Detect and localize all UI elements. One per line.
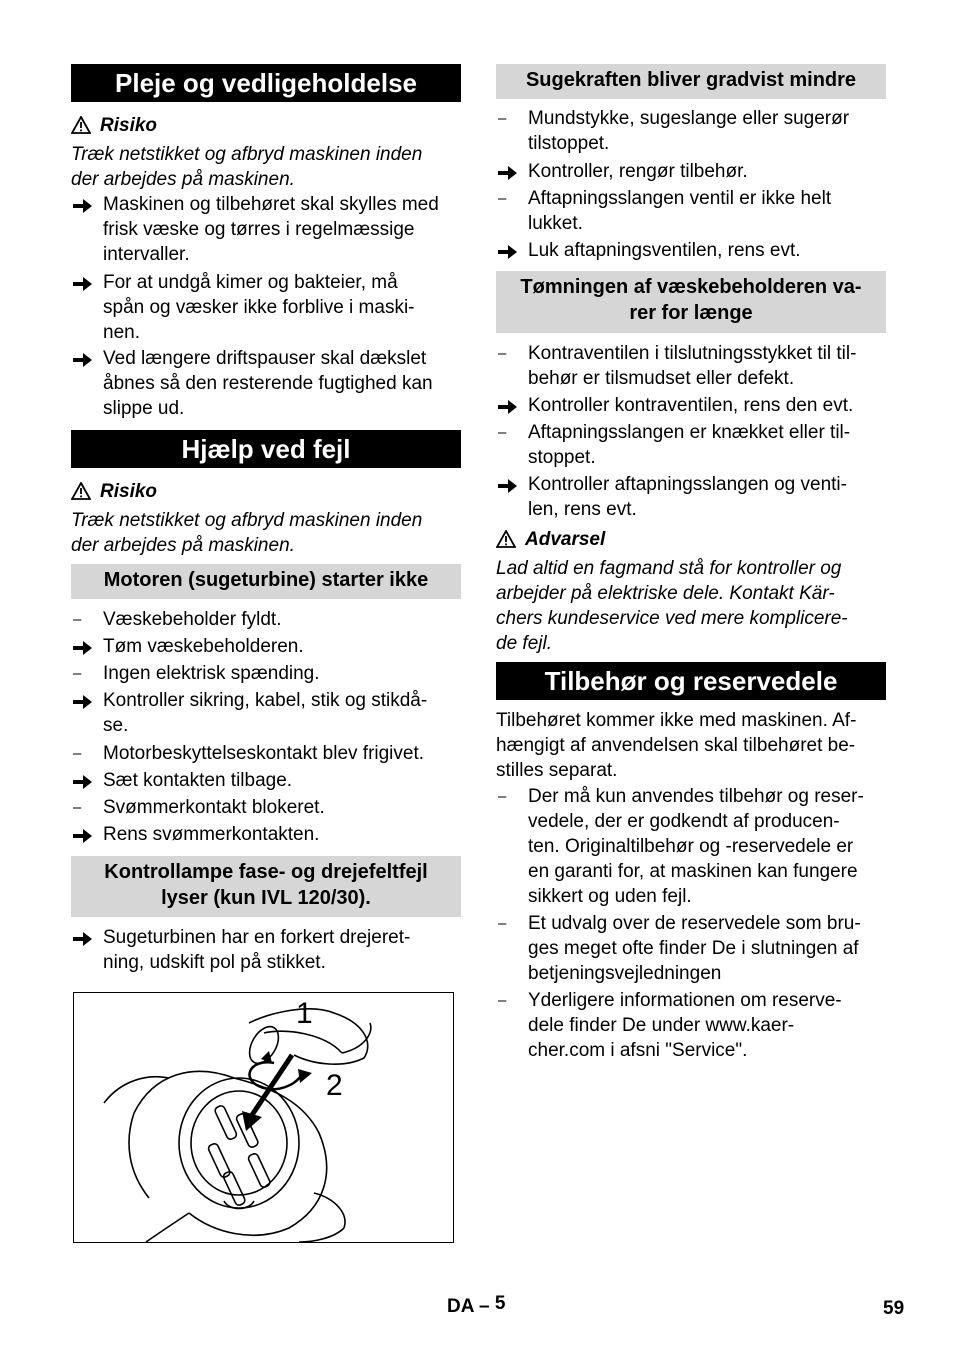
text-line: cher.com i afsni "Service". [528,1040,748,1061]
text-line: vedele, der er godkendt af producen- [528,811,840,832]
text-line: dele finder De under www.kaer- [528,1015,795,1036]
text-line: sikkert og uden fejl. [528,886,692,907]
heading-help: Hjælp ved fejl [71,430,461,468]
text-line: åbnes så den resterende fugtighed kan [103,373,433,394]
text-line: Træk netstikket og afbryd maskinen inden [71,144,423,165]
arrow-right-icon [498,397,518,422]
text-line: Motorbeskyttelseskontakt blev frigivet. [103,743,425,764]
text-line: ning, udskift pol på stikket. [103,952,326,973]
list-item [496,106,886,156]
heading-motor: Motoren (sugeturbine) starter ikke [71,564,461,599]
footer-section-label [447,1293,506,1318]
text-line: Kontroller kontraventilen, rens den evt. [528,395,854,416]
list-item [71,192,461,267]
text-line: en garanti for, at maskinen kan fungere [528,861,858,882]
list-item [71,634,461,659]
warning-triangle-icon [71,116,91,141]
risk-label: Risiko [100,481,158,502]
footer-language: DA [447,1296,474,1317]
text-line: Rens svømmerkontakten. [103,824,320,845]
list-item [71,607,461,632]
text-line: Aftapningsslangen ventil er ikke helt [528,188,832,209]
arrow-right-icon [498,163,518,188]
text-line: se. [103,715,129,736]
text-line: Kontraventilen i tilslutningsstykket til til- [528,343,857,364]
list-item [496,186,886,236]
arrow-right-icon [73,929,93,954]
page-number: 59 [883,1298,905,1319]
dash-bullet: – [498,190,507,207]
text-line: chers kundeservice ved mere komplicere- [496,608,848,629]
list-item [71,270,461,345]
text-line: hængigt af anvendelsen skal tilbehøret be- [496,735,856,756]
heading-lamp [71,856,461,917]
list-item [496,341,886,391]
text-line: Luk aftapningsventilen, rens evt. [528,240,801,261]
risk-notice [71,113,461,141]
text-line: Tilbehøret kommer ikke med maskinen. Af- [496,710,857,731]
arrow-right-icon [73,350,93,375]
risk-notice [71,479,461,507]
text-line: Kontroller sikring, kabel, stik og stikdå- [103,690,428,711]
text-line: Et udvalg over de reservedele som bru- [528,913,861,934]
list-item [71,768,461,793]
heading-line: Kontrollampe fase- og drejefeltfejl [104,861,428,883]
text-line: Kontroller aftapningsslangen og venti- [528,474,847,495]
text-line: Der må kun anvendes tilbehør og reser- [528,786,864,807]
text-line: der arbejdes på maskinen. [71,535,295,556]
text-line: nen. [103,322,140,343]
warning-label: Advarsel [525,529,606,550]
list-item [496,988,886,1063]
list-item [71,661,461,686]
text-line: slippe ud. [103,398,185,419]
text-line: Ved længere driftspauser skal dækslet [103,348,427,369]
heading-line: rer for længe [629,302,753,324]
list-item [71,688,461,738]
text-line: spån og væsker ikke forblive i maski- [103,297,415,318]
text-line: behør er tilsmudset eller defekt. [528,368,795,389]
text-line: frisk væske og tørres i regelmæssige [103,219,415,240]
plug-pole-illustration [73,992,454,1243]
text-line: ten. Originaltilbehør og -reservedele er [528,836,854,857]
text-line: arbejder på elektriske dele. Kontakt Kär- [496,583,835,604]
text-line: Lad altid en fagmand stå for kontroller og [496,558,842,579]
list-item [71,795,461,820]
warning-triangle-icon [496,530,516,555]
text-line: intervaller. [103,244,190,265]
text-line: ges meget ofte finder De i slutningen af [528,938,859,959]
dash-bullet: – [498,110,507,127]
figure-label-2: 2 [326,1069,343,1102]
text-line: stoppet. [528,447,596,468]
dash-bullet: – [498,788,507,805]
text-line: Sæt kontakten tilbage. [103,770,293,791]
text-line: Træk netstikket og afbryd maskinen inden [71,510,423,531]
text-line: len, rens evt. [528,499,637,520]
text-line: lukket. [528,213,583,234]
risk-label: Risiko [100,115,158,136]
heading-care: Pleje og vedligeholdelse [71,64,461,102]
list-item [496,784,886,909]
footer-section-number: 5 [494,1293,506,1314]
dash-bullet: – [498,992,507,1009]
text-line: Yderligere informationen om reserve- [528,990,842,1011]
text-line: For at undgå kimer og bakteier, må [103,272,398,293]
accessories-intro [496,708,886,783]
text-line: der arbejdes på maskinen. [71,169,295,190]
heading-emptying [496,271,886,333]
arrow-right-icon [73,274,93,299]
list-item [496,159,886,184]
text-line: Svømmerkontakt blokeret. [103,797,325,818]
arrow-right-icon [73,196,93,221]
text-line: Væskebeholder fyldt. [103,609,282,630]
risk-text [71,508,461,558]
arrow-right-icon [498,242,518,267]
arrow-right-icon [498,476,518,501]
warning-triangle-icon [71,482,91,507]
list-item [496,911,886,986]
text-line: Sugeturbinen har en forkert drejeret- [103,927,411,948]
dash-bullet: – [73,665,82,682]
arrow-right-icon [73,826,93,851]
list-item [496,420,886,470]
text-line: Aftapningsslangen er knækket eller til- [528,422,851,443]
warning-text [496,556,886,656]
list-item [71,741,461,766]
plug-drawing [74,993,453,1242]
text-line: Ingen elektrisk spænding. [103,663,320,684]
heading-suction: Sugekraften bliver gradvist mindre [496,64,886,99]
dash-bullet: – [498,915,507,932]
list-item [496,238,886,263]
text-line: stilles separat. [496,760,618,781]
arrow-right-icon [73,772,93,797]
list-item [71,822,461,847]
heading-line: lyser (kun IVL 120/30). [161,887,371,909]
text-line: Maskinen og tilbehøret skal skylles med [103,194,439,215]
arrow-right-icon [73,638,93,663]
heading-line: Tømningen af væskebeholderen va- [520,276,862,298]
dash-bullet: – [498,424,507,441]
list-item [71,346,461,421]
dash-bullet: – [73,745,82,762]
text-line: de fejl. [496,633,552,654]
text-line: tilstoppet. [528,133,610,154]
list-item [71,925,461,975]
footer-dash: – [479,1296,490,1317]
text-line: Tøm væskebeholderen. [103,636,304,657]
list-item [496,472,886,522]
arrow-right-icon [73,692,93,717]
text-line: Mundstykke, sugeslange eller sugerør [528,108,850,129]
figure-label-1: 1 [296,997,313,1030]
warning-notice [496,527,886,555]
dash-bullet: – [73,799,82,816]
dash-bullet: – [498,345,507,362]
risk-text [71,142,461,192]
list-item [496,393,886,418]
dash-bullet: – [73,611,82,628]
heading-accessories: Tilbehør og reservedele [496,662,886,700]
text-line: betjeningsvejledningen [528,963,722,984]
text-line: Kontroller, rengør tilbehør. [528,161,748,182]
